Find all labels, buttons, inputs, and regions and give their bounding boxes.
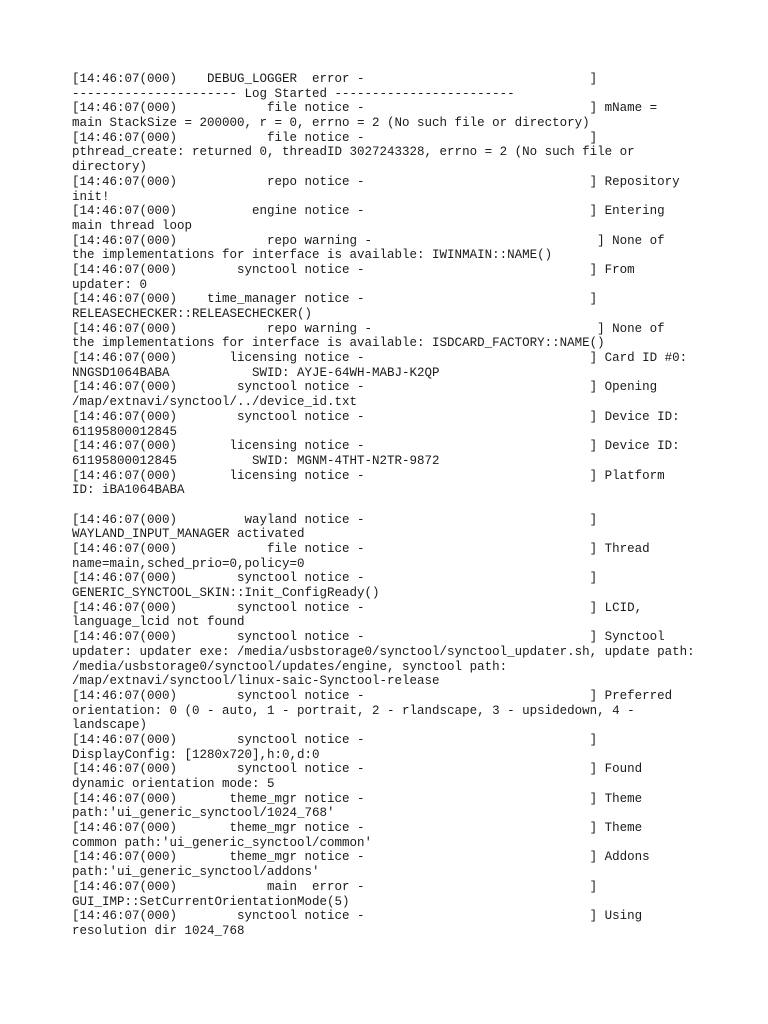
log-line: WAYLAND_INPUT_MANAGER activated (72, 527, 305, 542)
log-line: path:'ui_generic_synctool/addons' (72, 865, 320, 880)
log-line: [14:46:07(000) theme_mgr notice - ] Theme (72, 821, 643, 836)
log-line: path:'ui_generic_synctool/1024_768' (72, 806, 335, 821)
log-line: 61195800012845 (72, 424, 178, 439)
log-line: [14:46:07(000) time_manager notice - ] (72, 292, 598, 307)
log-line: [14:46:07(000) wayland notice - ] (72, 512, 598, 527)
log-line: [14:46:07(000) file notice - ] (72, 130, 598, 145)
log-line: directory) (72, 160, 148, 175)
log-line: updater: 0 (72, 277, 148, 292)
log-line: [14:46:07(000) licensing notice - ] Device ID: (72, 439, 680, 454)
log-line: [14:46:07(000) licensing notice - ] Card ID #0: (72, 351, 688, 366)
log-line: [14:46:07(000) synctool notice - ] Using (72, 909, 643, 924)
log-line: [14:46:07(000) licensing notice - ] Platform (72, 468, 665, 483)
log-line: common path:'ui_generic_synctool/common' (72, 835, 373, 850)
log-line: DisplayConfig: [1280x720],h:0,d:0 (72, 747, 320, 762)
log-line: init! (72, 189, 110, 204)
log-line: [14:46:07(000) synctool notice - ] (72, 571, 598, 586)
log-line: [14:46:07(000) main error - ] (72, 879, 598, 894)
log-line: [14:46:07(000) repo notice - ] Repository (72, 174, 680, 189)
log-line: the implementations for interface is available: IWINMAIN::NAME() (72, 248, 553, 263)
log-line: [14:46:07(000) DEBUG_LOGGER error - ] (72, 72, 598, 86)
log-line: [14:46:07(000) synctool notice - ] LCID, (72, 600, 643, 615)
log-line: [14:46:07(000) engine notice - ] Entering (72, 204, 665, 219)
log-line: main StackSize = 200000, r = 0, errno = 2 (No such file or directory) (72, 116, 590, 131)
log-line: [14:46:07(000) synctool notice - ] Preferred (72, 688, 673, 703)
log-line: /media/usbstorage0/synctool/updates/engine, synctool path: (72, 659, 508, 674)
log-line: /map/extnavi/synctool/../device_id.txt (72, 395, 358, 410)
log-line: [14:46:07(000) synctool notice - ] Found (72, 762, 643, 777)
log-line: [14:46:07(000) repo warning - ] None of (72, 233, 665, 248)
log-text-body (72, 72, 712, 939)
log-line: /map/extnavi/synctool/linux-saic-Synctool-release (72, 674, 440, 689)
log-line: main thread loop (72, 218, 193, 233)
log-line: resolution dir 1024_768 (72, 923, 245, 938)
log-line: [14:46:07(000) synctool notice - ] Synctool (72, 630, 665, 645)
log-line: [14:46:07(000) synctool notice - ] From (72, 262, 635, 277)
log-line: GUI_IMP::SetCurrentOrientationMode(5) (72, 894, 350, 909)
log-line: [14:46:07(000) repo warning - ] None of (72, 321, 665, 336)
document-page (72, 72, 712, 939)
log-line: ID: iBA1064BABA (72, 483, 185, 498)
log-line: [14:46:07(000) synctool notice - ] Device ID: (72, 409, 680, 424)
log-line: pthread_create: returned 0, threadID 3027243328, errno = 2 (No such file or (72, 145, 635, 160)
log-line: [14:46:07(000) theme_mgr notice - ] Addons (72, 850, 650, 865)
log-line: 61195800012845 SWID: MGNM-4THT-N2TR-9872 (72, 453, 440, 468)
log-line (72, 498, 712, 513)
log-line: updater: updater exe: /media/usbstorage0/synctool/synctool_updater.sh, update path: (72, 644, 695, 659)
log-line: NNGSD1064BABA SWID: AYJE-64WH-MABJ-K2QP (72, 365, 440, 380)
log-line: language_lcid not found (72, 615, 245, 630)
log-line: name=main,sched_prio=0,policy=0 (72, 556, 305, 571)
log-line: [14:46:07(000) synctool notice - ] Opening (72, 380, 658, 395)
log-line: [14:46:07(000) theme_mgr notice - ] Theme (72, 791, 643, 806)
log-line: landscape) (72, 718, 148, 733)
log-line: [14:46:07(000) file notice - ] Thread (72, 542, 650, 556)
log-line: [14:46:07(000) file notice - ] mName = (72, 101, 658, 116)
log-line: the implementations for interface is available: ISDCARD_FACTORY::NAME() (72, 336, 605, 351)
log-line: dynamic orientation mode: 5 (72, 777, 275, 791)
log-line: [14:46:07(000) synctool notice - ] (72, 732, 598, 747)
log-line: GENERIC_SYNCTOOL_SKIN::Init_ConfigReady() (72, 586, 380, 601)
log-line: orientation: 0 (0 - auto, 1 - portrait, 2 - rlandscape, 3 - upsidedown, 4 - (72, 703, 635, 718)
log-line: ---------------------- Log Started ------------------------ (72, 86, 515, 101)
log-line: RELEASECHECKER::RELEASECHECKER() (72, 307, 313, 321)
